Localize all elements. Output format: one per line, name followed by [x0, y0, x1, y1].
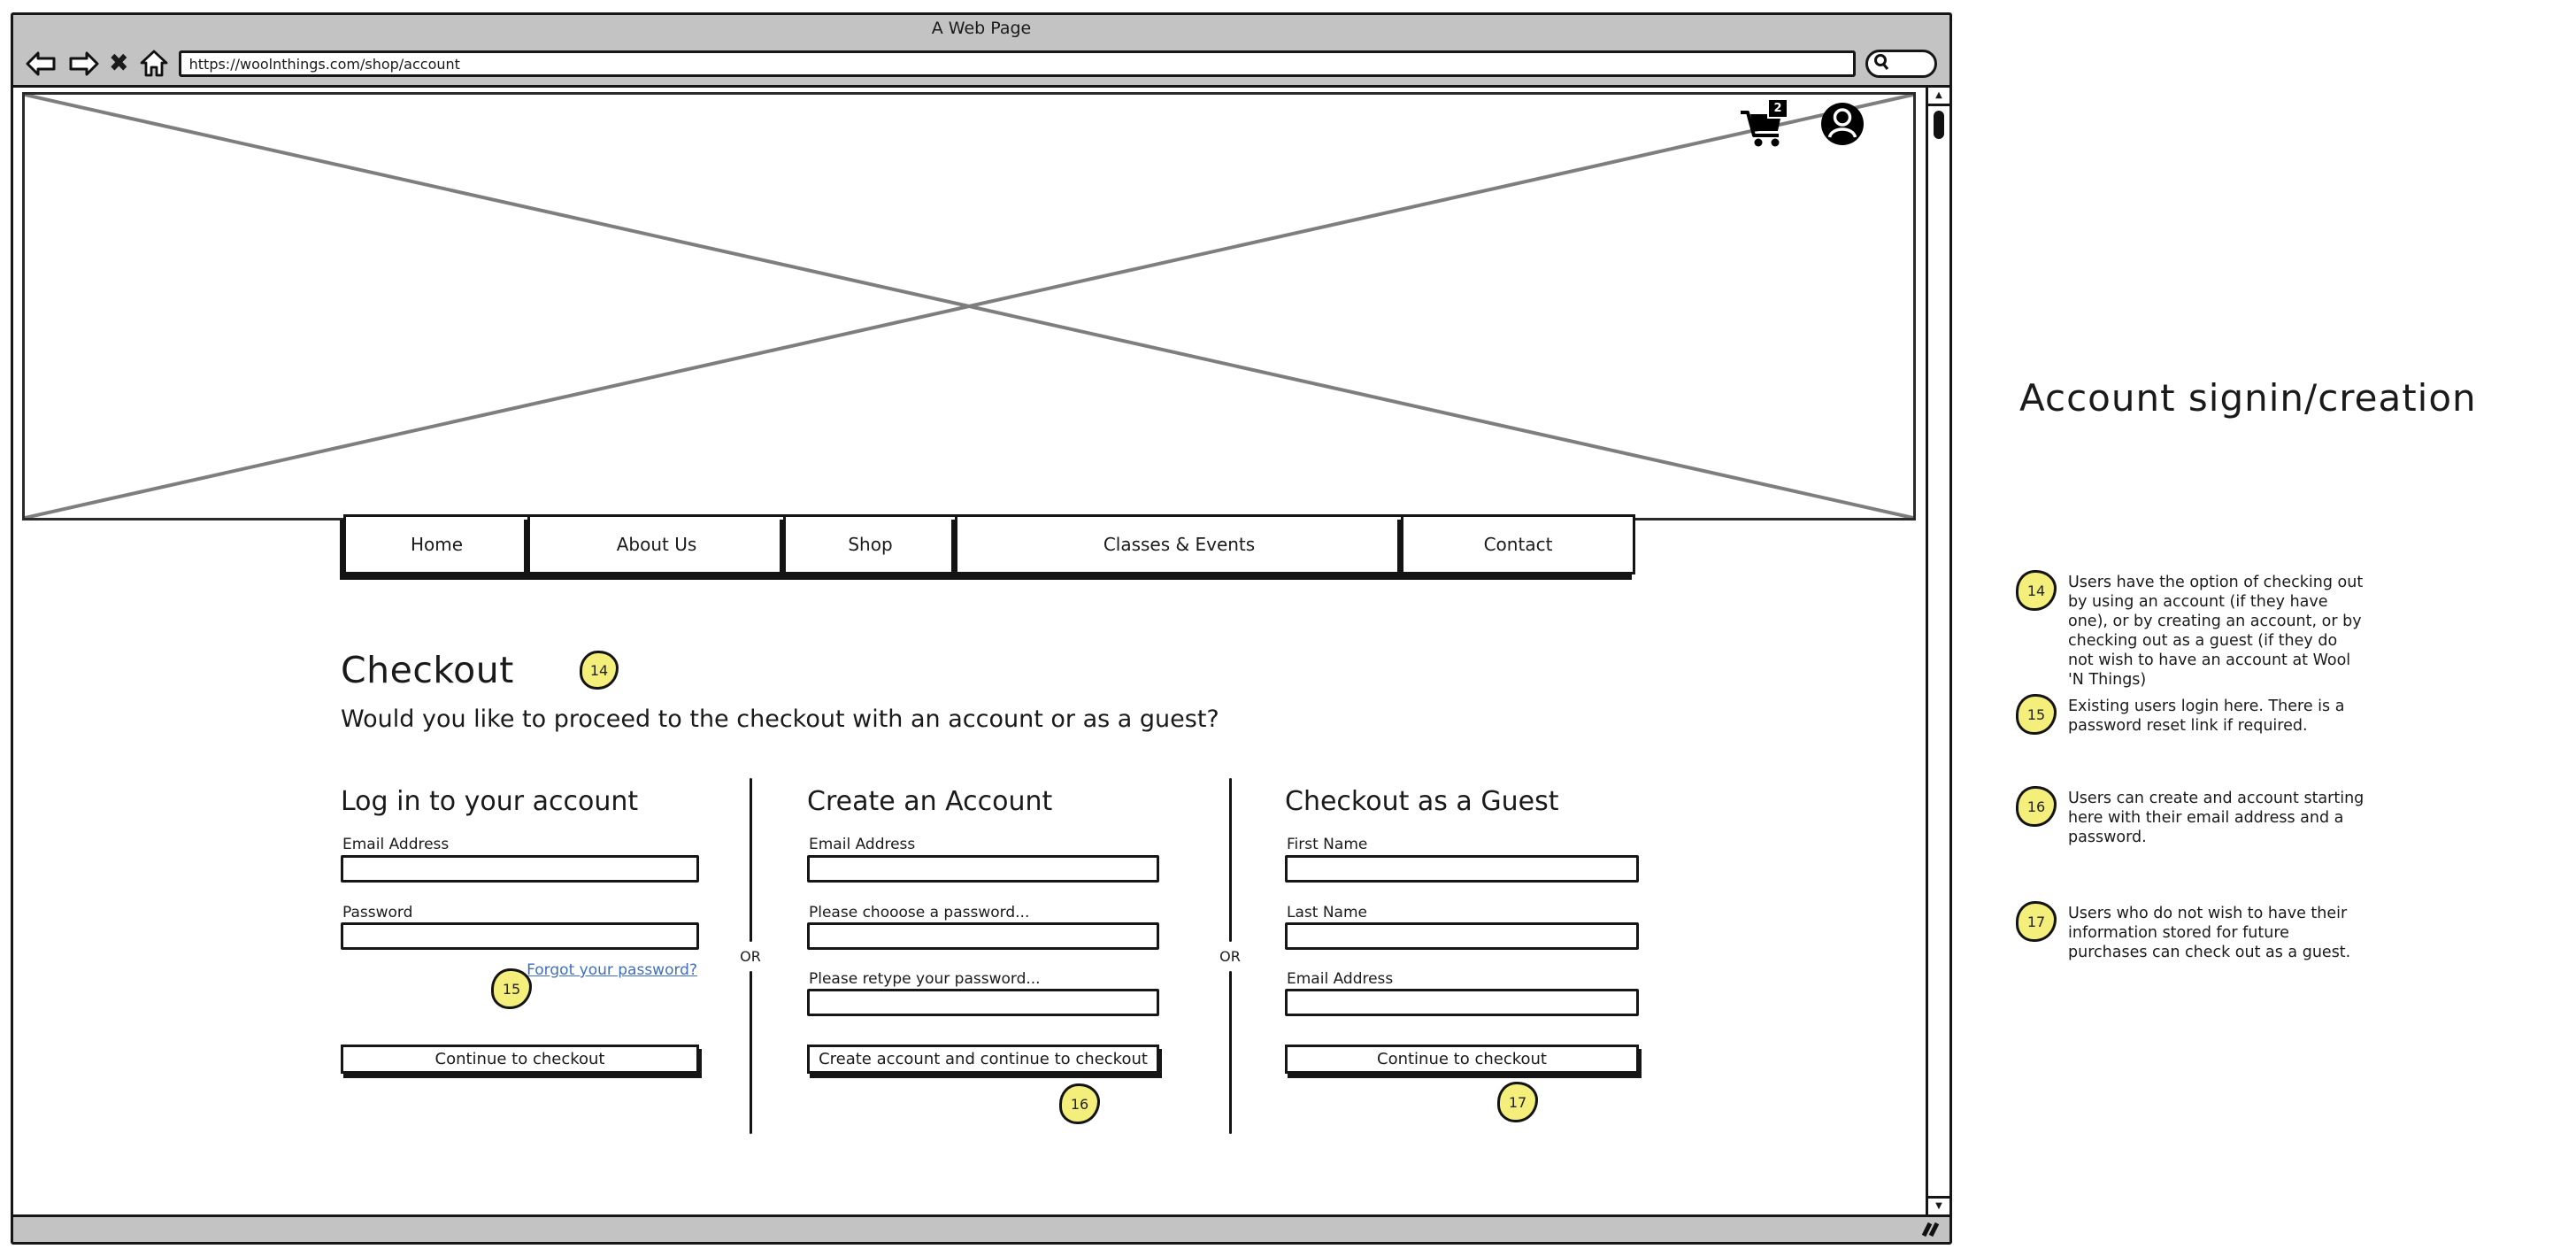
search-box[interactable] — [1865, 50, 1937, 78]
annotation-badge-14: 14 — [2016, 570, 2057, 611]
scrollbar-thumb[interactable] — [1934, 111, 1944, 139]
login-email-label: Email Address — [342, 836, 450, 853]
window-titlebar — [13, 15, 1949, 42]
or-divider — [1212, 778, 1248, 1134]
window-statusbar — [13, 1214, 1949, 1242]
url-input[interactable] — [179, 50, 1856, 77]
checkout-question: Would you like to proceed to the checkout with an account or as a guest? — [341, 705, 1219, 733]
window-title: A Web Page — [931, 19, 1032, 38]
annotation-marker-17: 17 — [1497, 1082, 1538, 1122]
login-continue-button[interactable]: Continue to checkout — [341, 1045, 699, 1074]
home-icon[interactable] — [139, 50, 169, 78]
guest-heading: Checkout as a Guest — [1285, 786, 1559, 817]
divider-line — [750, 971, 752, 1135]
guest-first-name-input[interactable] — [1285, 855, 1639, 883]
annotation-note-17 — [2016, 901, 2379, 962]
account-icon[interactable] — [1819, 100, 1866, 148]
or-label: OR — [740, 947, 761, 965]
login-password-label: Password — [342, 904, 413, 921]
page-title: Checkout — [341, 649, 514, 691]
create-password-input[interactable] — [807, 922, 1159, 950]
create-password-label: Please chooose a password... — [809, 904, 1030, 921]
forward-arrow-icon[interactable] — [67, 50, 99, 78]
scroll-up-arrow-icon[interactable]: ▲ — [1928, 88, 1949, 106]
guest-last-name-label: Last Name — [1287, 904, 1367, 921]
shopping-cart-icon[interactable] — [1739, 104, 1787, 148]
nav-tab-classes-events[interactable]: Classes & Events — [955, 514, 1403, 574]
annotation-badge-15: 15 — [2016, 694, 2057, 735]
create-account-button[interactable]: Create account and continue to checkout — [807, 1045, 1159, 1074]
divider-line — [1229, 778, 1232, 942]
divider-line — [750, 778, 752, 942]
annotation-marker-15: 15 — [491, 968, 532, 1009]
page-content — [13, 88, 1949, 1214]
login-column — [341, 786, 699, 1207]
divider-line — [1229, 971, 1232, 1135]
guest-email-input[interactable] — [1285, 989, 1639, 1016]
guest-continue-button[interactable]: Continue to checkout — [1285, 1045, 1639, 1074]
create-email-label: Email Address — [809, 836, 916, 853]
annotation-text-17: Users who do not wish to have their information stored for future purchases can check out as a guest. — [2068, 905, 2351, 962]
create-retype-password-label: Please retype your password... — [809, 970, 1041, 988]
or-divider — [733, 778, 768, 1134]
login-email-input[interactable] — [341, 855, 699, 883]
stop-x-icon[interactable]: ✖ — [109, 49, 129, 78]
login-password-input[interactable] — [341, 922, 699, 950]
resize-grip-icon[interactable] — [1918, 1220, 1941, 1243]
back-arrow-icon[interactable] — [26, 50, 58, 78]
guest-column — [1285, 786, 1639, 1207]
annotation-text-16: Users can create and account starting here with their email address and a password. — [2068, 790, 2365, 847]
annotation-text-14: Users have the option of checking out by using an account (if they have one), or by creating an account, or by checking out as a guest (if they do not wish to have an account at Wool 'N Things) — [2068, 574, 2364, 690]
cart-count-badge: 2 — [1767, 98, 1788, 119]
guest-first-name-label: First Name — [1287, 836, 1368, 853]
browser-toolbar — [13, 42, 1949, 88]
annotation-marker-16: 16 — [1059, 1083, 1100, 1124]
annotations-panel-title: Account signin/creation — [2019, 376, 2477, 420]
annotation-marker-14: 14 — [580, 651, 619, 690]
annotation-note-15 — [2016, 694, 2379, 736]
create-email-input[interactable] — [807, 855, 1159, 883]
annotation-badge-17: 17 — [2016, 901, 2057, 942]
annotation-note-16 — [2016, 786, 2379, 847]
annotation-note-14 — [2016, 570, 2379, 690]
annotation-text-15: Existing users login here. There is a password reset link if required. — [2068, 698, 2345, 736]
nav-tab-home[interactable]: Home — [343, 514, 530, 574]
browser-window — [11, 12, 1952, 1245]
or-label: OR — [1219, 947, 1241, 965]
nav-tab-about-us[interactable]: About Us — [527, 514, 786, 574]
create-heading: Create an Account — [807, 786, 1053, 817]
hero-image-placeholder — [22, 92, 1916, 520]
create-account-column — [807, 786, 1159, 1207]
nav-tab-contact[interactable]: Contact — [1401, 514, 1635, 574]
nav-tab-shop[interactable]: Shop — [783, 514, 957, 574]
main-nav — [343, 514, 1635, 574]
search-icon — [1872, 52, 1890, 75]
create-retype-password-input[interactable] — [807, 989, 1159, 1016]
guest-last-name-input[interactable] — [1285, 922, 1639, 950]
vertical-scrollbar[interactable] — [1926, 88, 1949, 1214]
login-heading: Log in to your account — [341, 786, 639, 817]
forgot-password-link[interactable]: Forgot your password? — [527, 961, 697, 979]
guest-email-label: Email Address — [1287, 970, 1394, 988]
scroll-down-arrow-icon[interactable]: ▼ — [1928, 1196, 1949, 1214]
annotation-badge-16: 16 — [2016, 786, 2057, 827]
